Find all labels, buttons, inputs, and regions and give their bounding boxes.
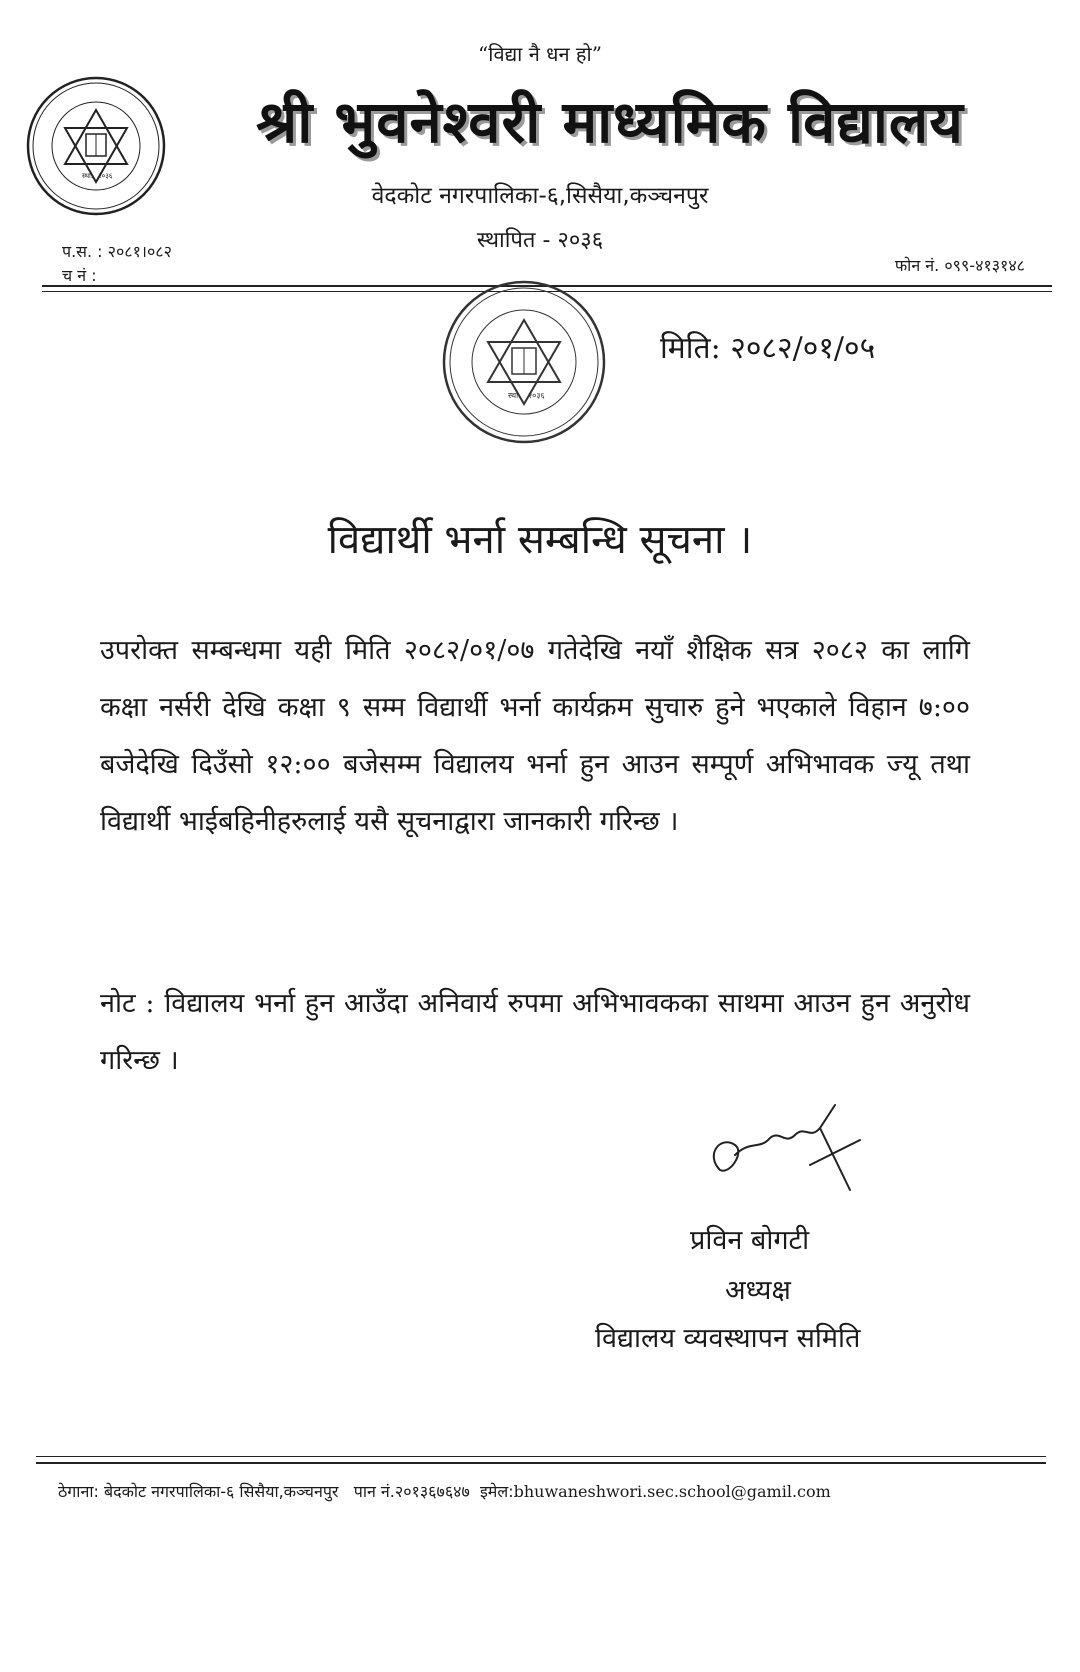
reference-block (62, 240, 172, 288)
phone-number: फोन नं. ०९९-४१३१४८ (894, 256, 1025, 275)
footer-divider-thin (36, 1456, 1046, 1457)
ps-number: प.स. : २०८१।०८२ (62, 242, 172, 261)
notice-date: मिति: २०८२/०१/०५ (660, 331, 876, 366)
cn-number: च नं : (62, 266, 97, 285)
signer-title: अध्यक्ष (725, 1275, 791, 1306)
footer-email-label: इमेल: (479, 1482, 514, 1501)
signer-name: प्रविन बोगटी (690, 1225, 810, 1256)
svg-text:स्था.: स्था. (82, 172, 94, 180)
footer-pan: पान नं.२०१३६७६४७ (353, 1482, 470, 1501)
school-seal-icon (440, 278, 608, 446)
school-address: वेदकोट नगरपालिका-६,सिसैया,कञ्चनपुर (371, 183, 709, 209)
school-name: श्री भुवनेश्वरी माध्यमिक विद्यालय (256, 88, 964, 156)
footer-address: ठेगाना: बेदकोट नगरपालिका-६ सिसैया,कञ्चनपुर (58, 1482, 339, 1501)
school-motto: “विद्या नै धन हो” (478, 42, 602, 66)
notice-note: नोट : विद्यालय भर्ना हुन आउँदा अनिवार्य रुपमा अभिभावकका साथमा आउन हुन अनुरोध गरिन्छ । (100, 988, 970, 1076)
footer-divider (36, 1462, 1046, 1464)
svg-text:स्था.: स्था. (508, 391, 521, 400)
signer-committee: विद्यालय व्यवस्थापन समिति (595, 1323, 861, 1354)
signature-icon (700, 1100, 870, 1210)
svg-text:२०३६: २०३६ (528, 391, 545, 400)
svg-text:२०३६: २०३६ (98, 172, 113, 180)
established-year: स्थापित - २०३६ (476, 228, 604, 253)
notice-title: विद्यार्थी भर्ना सम्बन्धि सूचना । (327, 517, 753, 563)
footer-email[interactable]: bhuwaneshwori.sec.school@gamil.com (513, 1482, 831, 1501)
footer (58, 1480, 831, 1502)
notice-body: उपरोक्त सम्बन्धमा यही मिति २०८२/०१/०७ गतेदेखि नयाँ शैक्षिक सत्र २०८२ का लागि कक्षा नर्सरी देखि कक्षा ९ सम्म विद्यार्थी भर्ना कार्यक्रम सुचारु हुने भएकाले विहान ७:०० बजेदेखि दिउँसो १२:०० बजेसम्म विद्यालय भर्ना हुन आउन सम्पूर्ण अभिभावक ज्यू तथा विद्यार्थी भाईबहिनीहरुलाई यसै सूचनाद्वारा जानकारी गरिन्छ । (100, 635, 970, 837)
